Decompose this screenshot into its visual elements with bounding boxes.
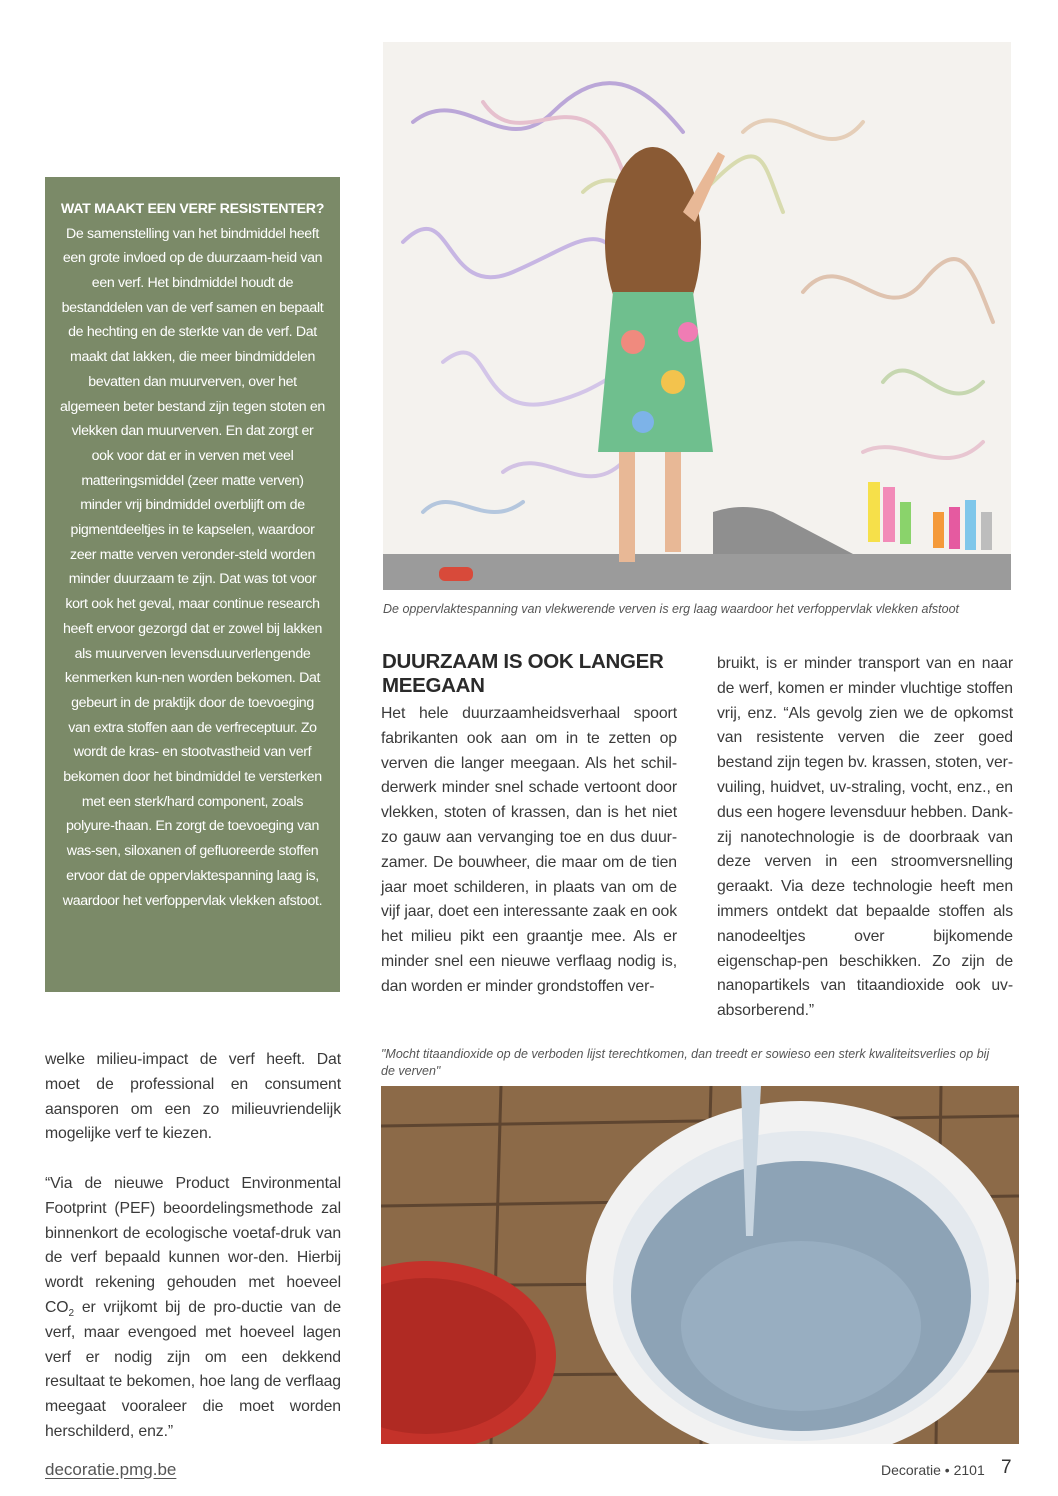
photo-paint-bucket xyxy=(381,1086,1019,1444)
photo2-caption: "Mocht titaandioxide op de verboden lijst terechtkomen, dan treedt er sowieso een sterk kwaliteitsverlies op bij de verven" xyxy=(381,1047,990,1078)
sidebar-text: De samenstelling van het bindmiddel heeft een grote invloed op de duurzaam-heid van een verf. Het bindmiddel houdt de bestanddelen van de verf samen en bepaalt de hechting en de sterkte van de verf. Dat maakt dat lakken, die meer bindmiddelen bevatten dan muurverven, over het algemeen beter bestand zijn tegen stoten en vlekken dan muurverven. En dat zorgt er ook voor dat er in verven met veel matteringsmiddel (zeer matte verven) minder vrij bindmiddel overblijft om de pigmentdeeltjes in te kapselen, waardoor zeer matte verven veronder-steld worden minder duurzaam te zijn. Dat was tot voor kort ook het geval, maar continue research heeft ervoor gezorgd dat er zowel bij lakken als muurverven levensduurverlengende kenmerken kun-nen worden bekomen. Dat gebeurt in de praktijk door de toevoeging van extra stoffen aan de verfreceptuur. Zo wordt de kras- en stootvastheid van verf bekomen door het bindmiddel te versterken met een sterk/hard component, zoals polyure-thaan. En zorgt de toevoeging van was-sen, siloxanen of gefluoreerde stoffen ervoor dat de oppervlaktespanning laag is, waardoor het verfoppervlak vlekken afstoot. xyxy=(60,225,325,909)
co2-subscript: 2 xyxy=(68,1308,74,1320)
photo1-caption: De oppervlaktespanning van vlekwerende verven is erg laag waardoor het verfoppervlak vlekken afstoot xyxy=(383,602,960,616)
sidebar-title: WAT MAAKT EEN VERF RESISTENTER? xyxy=(60,201,325,217)
photo-child-painting-wall xyxy=(383,42,1011,590)
article-column-1-paragraph-1 xyxy=(45,1048,341,1147)
article-headline: DUURZAAM IS OOK LANGER MEEGAAN xyxy=(382,650,664,697)
footer-magazine-issue: Decoratie • 2101 xyxy=(881,1462,985,1478)
column-1-paragraph-1: welke milieu-impact de verf heeft. Dat moet de professional en consument aansporen om een zo milieuvriendelijk mogelijke verf te kiezen. xyxy=(45,1051,341,1143)
article-column-1-paragraph-2 xyxy=(45,1172,341,1445)
sidebar-box xyxy=(45,177,340,992)
article-column-2 xyxy=(381,702,677,1000)
paragraph-2-text-b: er vrijkomt bij de pro-ductie van de verf, maar evengoed met hoeveel lagen verf er nodig zijn om een dekkend resultaat te bekomen, hoe lang de verflaag meegaat vooraleer die moet worden herschilderd, enz.” xyxy=(45,1298,341,1440)
column-3-paragraph: bruikt, is er minder transport van en naar de werf, komen er minder vluchtige stoffen vrij, enz. “Als gevolg zien we de opkomst van resistente verven die zeer goed bestand zijn tegen bv. krassen, stoten, ver-vuiling, huidvet, uv-straling, vocht, enz., en dus een hogere levensduur hebben. Dank-zij nanotechnologie is de doorbraak van deze verven in een stroomversnelling geraakt. Via deze technologie heeft men immers ontdekt dat bepaalde stoffen als nanodeeltjes over bijkomende eigenschap-pen beschikken. Zo zijn de nanopartikels van titaandioxide ook uv-absorberend.” xyxy=(717,655,1013,1020)
article-column-3 xyxy=(717,652,1013,1024)
column-2-paragraph: Het hele duurzaamheidsverhaal spoort fabrikanten ook aan om in te zetten op verven die langer meegaan. Als het schil-derwerk minder snel schade vertoont door vlekken, stoten of krassen, dan is het niet zo gauw aan vervanging toe en dus duur-zamer. De bouwheer, die maar om de tien jaar moet schilderen, in plaats van om de vijf jaar, doet een interessante zaak en ook het milieu pikt een graantje mee. Als er minder snel een nieuwe verflaag nodig is, dan worden er minder grondstoffen ver- xyxy=(381,705,677,995)
footer-website-link[interactable]: decoratie.pmg.be xyxy=(45,1460,177,1479)
paragraph-2-text-a: “Via de nieuwe Product Environmental Footprint (PEF) beoordelingsmethode zal binnenkort de ecologische voetaf-druk van de verf bepaald kunnen wor-den. Hierbij wordt rekening gehouden met hoeveel CO xyxy=(45,1175,341,1316)
column-1-paragraph-2 xyxy=(45,1172,341,1445)
footer-page-number: 7 xyxy=(1001,1457,1012,1478)
